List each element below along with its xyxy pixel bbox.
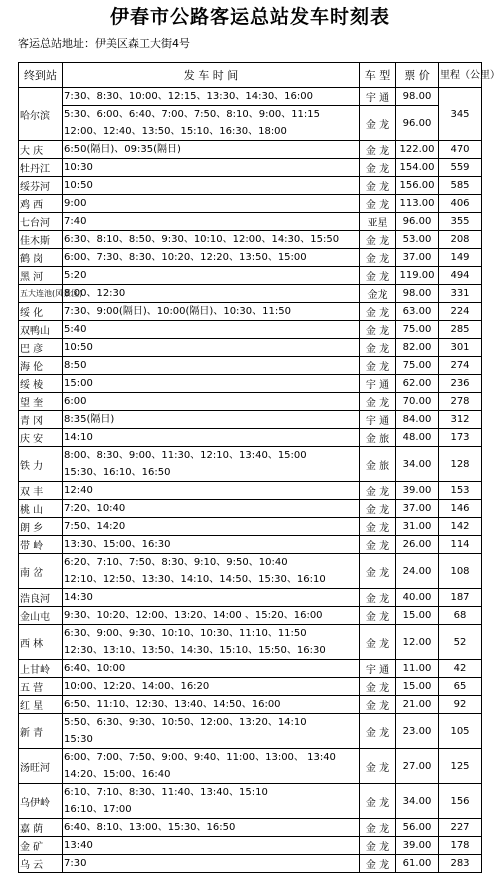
mileage-cell: 285 [439,321,482,339]
destination-cell: 五 营 [19,678,63,696]
destination-cell: 乌伊岭 [19,784,63,819]
time-line: 6:00 [64,396,87,407]
vehicle-cell: 金 龙 [360,321,396,339]
time-line: 6:20、7:10、7:50、8:30、9:10、9:50、10:40 [64,557,288,568]
fare-cell: 63.00 [396,303,439,321]
vehicle-cell: 金 龙 [360,589,396,607]
mileage-cell: 470 [439,141,482,159]
mileage-cell: 68 [439,607,482,625]
table-row [19,106,482,141]
times-cell [63,88,360,106]
vehicle-cell: 金 龙 [360,106,396,141]
destination-cell: 金山屯 [19,607,63,625]
time-line: 7:30、8:30、10:00、12:15、13:30、14:30、16:00 [64,91,314,102]
table-row [19,536,482,554]
destination-cell: 黑 河 [19,267,63,285]
times-cell [63,411,360,429]
time-line: 15:00 [64,378,93,389]
times-cell [63,213,360,231]
times-cell [63,303,360,321]
time-line: 6:40、8:10、13:00、15:30、16:50 [64,822,236,833]
table-row [19,231,482,249]
destination-cell: 桃 山 [19,500,63,518]
mileage-cell: 585 [439,177,482,195]
fare-cell: 98.00 [396,88,439,106]
vehicle-cell: 金 龙 [360,714,396,749]
vehicle-cell: 金 龙 [360,625,396,660]
mileage-cell: 105 [439,714,482,749]
destination-cell: 鸡 西 [19,195,63,213]
mileage-cell: 283 [439,855,482,873]
mileage-cell: 345 [439,88,482,141]
mileage-cell: 114 [439,536,482,554]
vehicle-cell: 金 龙 [360,536,396,554]
fare-cell: 156.00 [396,177,439,195]
times-cell [63,536,360,554]
destination-cell: 绥芬河 [19,177,63,195]
table-row [19,195,482,213]
fare-cell: 23.00 [396,714,439,749]
vehicle-cell: 金 龙 [360,518,396,536]
fare-cell: 96.00 [396,213,439,231]
vehicle-cell: 金 龙 [360,607,396,625]
destination-cell: 哈尔滨 [19,88,63,141]
destination-cell: 绥 化 [19,303,63,321]
table-row [19,482,482,500]
destination-cell: 铁 力 [19,447,63,482]
fare-cell: 56.00 [396,819,439,837]
times-cell [63,518,360,536]
table-row [19,249,482,267]
fare-cell: 154.00 [396,159,439,177]
mileage-cell: 331 [439,285,482,303]
table-row [19,267,482,285]
mileage-cell: 149 [439,249,482,267]
mileage-cell: 156 [439,784,482,819]
destination-cell: 双鸭山 [19,321,63,339]
fare-cell: 48.00 [396,429,439,447]
fare-cell: 70.00 [396,393,439,411]
table-row [19,607,482,625]
fare-cell: 96.00 [396,106,439,141]
fare-cell: 31.00 [396,518,439,536]
fare-cell: 75.00 [396,321,439,339]
times-cell [63,696,360,714]
destination-cell: 新 青 [19,714,63,749]
fare-cell: 24.00 [396,554,439,589]
time-line: 6:00、7:00、7:50、9:00、9:40、11:00、13:00、 13:40 [64,752,336,763]
times-cell [63,357,360,375]
table-row [19,678,482,696]
table-row [19,784,482,819]
time-line: 10:50 [64,342,93,353]
time-line: 13:30、15:00、16:30 [64,539,171,550]
mileage-cell: 559 [439,159,482,177]
destination-cell: 五大连池(风景区) [19,285,63,303]
table-row [19,303,482,321]
destination-cell: 浩良河 [19,589,63,607]
times-cell [63,106,360,141]
fare-cell: 15.00 [396,678,439,696]
fare-cell: 27.00 [396,749,439,784]
table-row [19,696,482,714]
times-cell [63,589,360,607]
fare-cell: 98.00 [396,285,439,303]
table-row [19,447,482,482]
time-line: 7:20、10:40 [64,503,126,514]
mileage-cell: 125 [439,749,482,784]
mileage-cell: 173 [439,429,482,447]
fare-cell: 34.00 [396,447,439,482]
fare-cell: 12.00 [396,625,439,660]
destination-cell: 红 星 [19,696,63,714]
time-line: 10:50 [64,180,93,191]
fare-cell: 84.00 [396,411,439,429]
time-line: 6:00、7:30、8:30、10:20、12:20、13:50、15:00 [64,252,307,263]
destination-cell: 七台河 [19,213,63,231]
mileage-cell: 224 [439,303,482,321]
times-cell [63,500,360,518]
mileage-cell: 355 [439,213,482,231]
table-row [19,357,482,375]
times-cell [63,714,360,749]
vehicle-cell: 金 龙 [360,749,396,784]
mileage-cell: 146 [439,500,482,518]
header-mileage: 里程（公里） [439,63,482,88]
destination-cell: 巴 彦 [19,339,63,357]
time-line: 6:30、8:10、8:50、9:30、10:10、12:00、14:30、15:50 [64,234,340,245]
table-row [19,321,482,339]
fare-cell: 34.00 [396,784,439,819]
times-cell [63,678,360,696]
vehicle-cell: 金 龙 [360,159,396,177]
table-row [19,855,482,873]
table-row [19,518,482,536]
table-row [19,625,482,660]
time-line: 8:00、12:30 [64,288,126,299]
time-line: 6:10、7:10、8:30、11:40、13:40、15:10 [64,787,268,798]
vehicle-cell: 宇 通 [360,375,396,393]
destination-cell: 汤旺河 [19,749,63,784]
time-line: 6:30、9:00、9:30、10:10、10:30、11:10、11:50 [64,628,307,639]
time-line: 16:10、17:00 [64,804,132,815]
fare-cell: 39.00 [396,482,439,500]
header-times: 发 车 时 间 [63,63,360,88]
page-title: 伊春市公路客运总站发车时刻表 [109,6,390,28]
times-cell [63,285,360,303]
mileage-cell: 178 [439,837,482,855]
vehicle-cell: 金 龙 [360,819,396,837]
mileage-cell: 312 [439,411,482,429]
vehicle-cell: 金 龙 [360,837,396,855]
vehicle-cell: 金 龙 [360,249,396,267]
vehicle-cell: 金 龙 [360,195,396,213]
vehicle-cell: 金 旅 [360,429,396,447]
destination-cell: 西 林 [19,625,63,660]
fare-cell: 82.00 [396,339,439,357]
times-cell [63,159,360,177]
vehicle-cell: 金 龙 [360,554,396,589]
time-line: 9:30、10:20、12:00、13:20、14:00 、15:20、16:00 [64,610,323,621]
fare-cell: 37.00 [396,500,439,518]
times-cell [63,249,360,267]
table-row [19,429,482,447]
destination-cell: 大 庆 [19,141,63,159]
mileage-cell: 208 [439,231,482,249]
header-vehicle: 车 型 [360,63,396,88]
mileage-cell: 52 [439,625,482,660]
destination-cell: 绥 棱 [19,375,63,393]
vehicle-cell: 金龙 [360,285,396,303]
time-line: 7:50、14:20 [64,521,126,532]
vehicle-cell: 金 龙 [360,339,396,357]
vehicle-cell: 金 龙 [360,696,396,714]
destination-cell: 佳木斯 [19,231,63,249]
fare-cell: 122.00 [396,141,439,159]
mileage-cell: 108 [439,554,482,589]
mileage-cell: 187 [439,589,482,607]
fare-cell: 37.00 [396,249,439,267]
time-line: 7:40 [64,216,87,227]
vehicle-cell: 金 龙 [360,231,396,249]
destination-cell: 南 岔 [19,554,63,589]
destination-cell: 嘉 荫 [19,819,63,837]
vehicle-cell: 金 龙 [360,141,396,159]
time-line: 9:00 [64,198,87,209]
table-row [19,714,482,749]
time-line: 8:00、8:30、9:00、11:30、12:10、13:40、15:00 [64,450,307,461]
times-cell [63,375,360,393]
vehicle-cell: 宇 通 [360,660,396,678]
time-line: 6:50、11:10、12:30、13:40、14:50、16:00 [64,699,281,710]
fare-cell: 39.00 [396,837,439,855]
table-row [19,393,482,411]
times-cell [63,855,360,873]
table-row [19,141,482,159]
mileage-cell: 274 [439,357,482,375]
times-cell [63,321,360,339]
destination-cell: 鹤 岗 [19,249,63,267]
times-cell [63,141,360,159]
vehicle-cell: 金 龙 [360,177,396,195]
table-row [19,589,482,607]
destination-cell: 金 矿 [19,837,63,855]
vehicle-cell: 金 龙 [360,500,396,518]
time-line: 7:30 [64,858,87,869]
fare-cell: 119.00 [396,267,439,285]
fare-cell: 113.00 [396,195,439,213]
times-cell [63,607,360,625]
mileage-cell: 494 [439,267,482,285]
fare-cell: 40.00 [396,589,439,607]
timetable [18,62,500,873]
times-cell [63,429,360,447]
vehicle-cell: 金 龙 [360,855,396,873]
table-row [19,837,482,855]
mileage-cell: 278 [439,393,482,411]
fare-cell: 53.00 [396,231,439,249]
header-row [19,63,482,88]
times-cell [63,195,360,213]
time-line: 5:40 [64,324,87,335]
time-line: 8:35(隔日) [64,414,115,425]
destination-cell: 朗 乡 [19,518,63,536]
vehicle-cell: 金 龙 [360,267,396,285]
time-line: 6:50(隔日)、09:35(隔日) [64,144,181,155]
times-cell [63,837,360,855]
fare-cell: 26.00 [396,536,439,554]
table-row [19,339,482,357]
mileage-cell: 227 [439,819,482,837]
time-line: 6:40、10:00 [64,663,126,674]
vehicle-cell: 金 龙 [360,393,396,411]
destination-cell: 青 冈 [19,411,63,429]
destination-cell: 上甘岭 [19,660,63,678]
times-cell [63,231,360,249]
fare-cell: 15.00 [396,607,439,625]
times-cell [63,447,360,482]
vehicle-cell: 亚星 [360,213,396,231]
times-cell [63,177,360,195]
time-line: 10:30 [64,162,93,173]
time-line: 5:20 [64,270,87,281]
header-dest: 终到站 [19,63,63,88]
destination-cell: 带 岭 [19,536,63,554]
fare-cell: 21.00 [396,696,439,714]
table-row [19,177,482,195]
time-line: 14:10 [64,432,93,443]
vehicle-cell: 金 龙 [360,482,396,500]
mileage-cell: 236 [439,375,482,393]
vehicle-cell: 金 龙 [360,678,396,696]
times-cell [63,267,360,285]
table-row [19,554,482,589]
mileage-cell: 153 [439,482,482,500]
times-cell [63,819,360,837]
time-line: 5:50、6:30、9:30、10:50、12:00、13:20、14:10 [64,717,307,728]
time-line: 7:30、9:00(隔日)、10:00(隔日)、10:30、11:50 [64,306,291,317]
time-line: 15:30 [64,734,93,745]
destination-cell: 望 奎 [19,393,63,411]
vehicle-cell: 金 龙 [360,303,396,321]
time-line: 10:00、12:20、14:00、16:20 [64,681,210,692]
times-cell [63,784,360,819]
time-line: 12:00、12:40、13:50、15:10、16:30、18:00 [64,126,287,137]
times-cell [63,482,360,500]
mileage-cell: 406 [439,195,482,213]
destination-cell: 双 丰 [19,482,63,500]
time-line: 12:10、12:50、13:30、14:10、14:50、15:30、16:10 [64,574,326,585]
times-cell [63,660,360,678]
table-row [19,749,482,784]
table-row [19,819,482,837]
mileage-cell: 65 [439,678,482,696]
fare-cell: 61.00 [396,855,439,873]
table-row [19,500,482,518]
mileage-cell: 92 [439,696,482,714]
vehicle-cell: 宇 通 [360,411,396,429]
fare-cell: 11.00 [396,660,439,678]
time-line: 15:30、16:10、16:50 [64,467,171,478]
times-cell [63,339,360,357]
destination-cell: 牡丹江 [19,159,63,177]
table-row [19,213,482,231]
mileage-cell: 301 [439,339,482,357]
table-row [19,411,482,429]
time-line: 14:20、15:00、16:40 [64,769,171,780]
table-row [19,285,482,303]
destination-cell: 庆 安 [19,429,63,447]
mileage-cell: 142 [439,518,482,536]
times-cell [63,554,360,589]
time-line: 8:50 [64,360,87,371]
time-line: 5:30、6:00、6:40、7:00、7:50、8:10、9:00、11:15 [64,109,321,120]
fare-cell: 75.00 [396,357,439,375]
table-row [19,660,482,678]
times-cell [63,625,360,660]
time-line: 12:40 [64,485,93,496]
mileage-cell: 42 [439,660,482,678]
times-cell [63,749,360,784]
vehicle-cell: 宇 通 [360,88,396,106]
time-line: 14:30 [64,592,93,603]
destination-cell: 海 伦 [19,357,63,375]
station-address: 客运总站地址：伊美区森工大街4号 [18,37,190,50]
table-row [19,159,482,177]
time-line: 13:40 [64,840,93,851]
vehicle-cell: 金 龙 [360,784,396,819]
fare-cell: 62.00 [396,375,439,393]
mileage-cell: 128 [439,447,482,482]
destination-cell: 乌 云 [19,855,63,873]
table-row [19,88,482,106]
vehicle-cell: 金 龙 [360,357,396,375]
header-fare: 票 价 [396,63,439,88]
time-line: 12:30、13:10、13:50、14:30、15:10、15:50、16:30 [64,645,326,656]
times-cell [63,393,360,411]
vehicle-cell: 金 旅 [360,447,396,482]
table-row [19,375,482,393]
